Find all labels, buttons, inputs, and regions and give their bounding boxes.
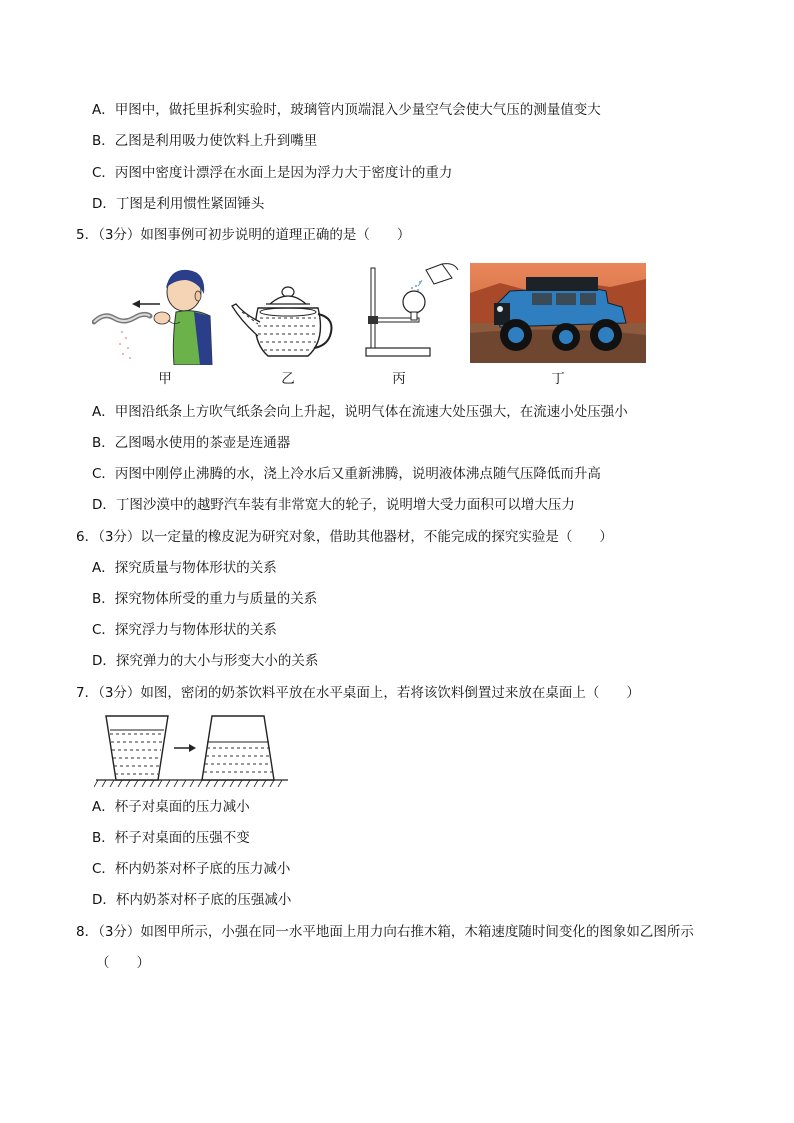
q6-option-b: B．探究物体所受的重力与质量的关系 xyxy=(92,591,318,607)
q5-figure-ding-jeep-photo xyxy=(470,263,646,363)
q4-option-c: C．丙图中密度计漂浮在水面上是因为浮力大于密度计的重力 xyxy=(92,165,453,181)
q7-option-d: D．杯内奶茶对杯子底的压强减小 xyxy=(92,892,292,908)
q5-figure-jia xyxy=(92,260,214,365)
q5-option-d: D．丁图沙漠中的越野汽车装有非常宽大的轮子，说明增大受力面积可以增大压力 xyxy=(92,497,575,513)
q5-caption-jia: 甲 xyxy=(158,371,172,387)
q6-stem: 6．（3分）以一定量的橡皮泥为研究对象，借助其他器材，不能完成的探究实验是（ ） xyxy=(76,529,613,545)
q7-figure-cups xyxy=(94,712,290,790)
q8-stem: 8．（3分）如图甲所示，小强在同一水平地面上用力向右推木箱，木箱速度随时间变化的图象如乙图所示 xyxy=(76,924,694,940)
q8-stem-continuation: （ ） xyxy=(96,955,150,971)
q7-option-c: C．杯内奶茶对杯子底的压力减小 xyxy=(92,861,291,877)
q4-option-d: D．丁图是利用惯性紧固锤头 xyxy=(92,196,265,212)
q6-option-a: A．探究质量与物体形状的关系 xyxy=(92,560,277,576)
q6-option-d: D．探究弹力的大小与形变大小的关系 xyxy=(92,653,319,669)
q4-option-a: A．甲图中，做托里拆利实验时，玻璃管内顶端混入少量空气会使大气压的测量值变大 xyxy=(92,102,601,118)
q5-caption-bing: 丙 xyxy=(392,371,406,387)
q7-option-b: B．杯子对桌面的压强不变 xyxy=(92,830,250,846)
q4-option-b: B．乙图是利用吸力使饮料上升到嘴里 xyxy=(92,133,318,149)
q5-figure-yi xyxy=(230,284,338,364)
q5-option-b: B．乙图喝水使用的茶壶是连通器 xyxy=(92,435,291,451)
q5-stem: 5．（3分）如图事例可初步说明的道理正确的是（ ） xyxy=(76,227,411,243)
q5-option-c: C．丙图中刚停止沸腾的水，浇上冷水后又重新沸腾，说明液体沸点随气压降低而升高 xyxy=(92,466,601,482)
q6-option-c: C．探究浮力与物体形状的关系 xyxy=(92,622,277,638)
q5-caption-yi: 乙 xyxy=(281,371,295,387)
q5-caption-ding: 丁 xyxy=(551,371,565,387)
q7-stem: 7．（3分）如图，密闭的奶茶饮料平放在水平桌面上，若将该饮料倒置过来放在桌面上（ ） xyxy=(76,685,640,701)
q5-option-a: A．甲图沿纸条上方吹气纸条会向上升起，说明气体在流速大处压强大，在流速小处压强小 xyxy=(92,404,628,420)
q5-figure-bing xyxy=(362,262,462,362)
q7-option-a: A．杯子对桌面的压力减小 xyxy=(92,799,250,815)
